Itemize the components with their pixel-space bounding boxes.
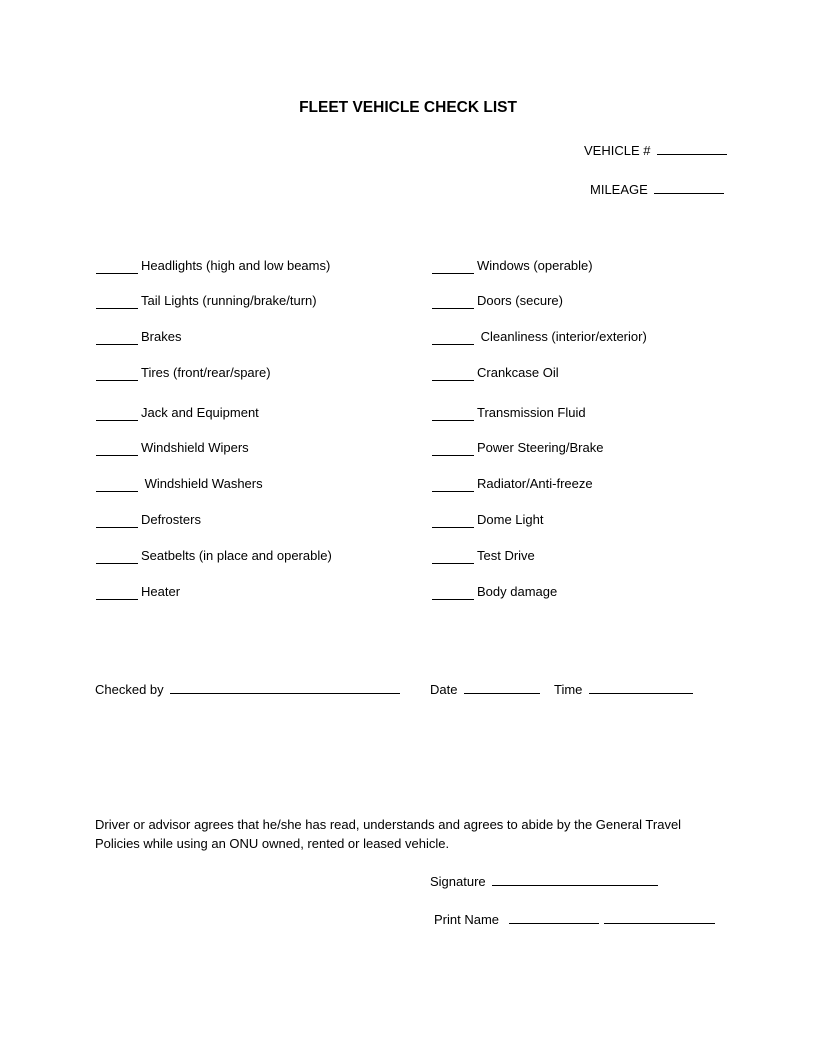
check-blank[interactable] (432, 368, 474, 381)
checklist-item-label: Windshield Washers (141, 476, 263, 491)
check-blank[interactable] (432, 551, 474, 564)
checklist-item-right (432, 405, 586, 421)
checklist-item-label: Transmission Fluid (477, 405, 586, 420)
checklist-item-label: Tires (front/rear/spare) (141, 365, 271, 380)
last-name-blank[interactable] (604, 911, 715, 924)
checklist-item-right (432, 365, 559, 381)
checklist-item-left (96, 512, 201, 528)
check-blank[interactable] (432, 479, 474, 492)
checklist-item-left (96, 584, 180, 600)
date-field (430, 681, 540, 698)
vehicle-number-blank[interactable] (657, 142, 727, 155)
print-name-field (434, 911, 715, 928)
agreement-text: Driver or advisor agrees that he/she has read, understands and agrees to abide by the General Travel Policies while using an ONU owned, rented or leased vehicle. (95, 817, 682, 851)
mileage-field (590, 181, 724, 198)
checked-by-blank[interactable] (170, 681, 400, 694)
checklist-item-label: Power Steering/Brake (477, 440, 604, 455)
check-blank[interactable] (96, 479, 138, 492)
checklist-item-right (432, 293, 563, 309)
check-blank[interactable] (96, 408, 138, 421)
checklist-item-right (432, 548, 535, 564)
check-blank[interactable] (432, 443, 474, 456)
signature-field (430, 873, 658, 890)
checklist-item-label: Defrosters (141, 512, 201, 527)
checked-by-field (95, 681, 400, 698)
signature-label: Signature (430, 874, 486, 889)
first-name-blank[interactable] (509, 911, 599, 924)
checklist-item-label: Jack and Equipment (141, 405, 259, 420)
time-field (554, 681, 693, 698)
checklist-item-right (432, 584, 557, 600)
time-blank[interactable] (589, 681, 693, 694)
check-blank[interactable] (432, 587, 474, 600)
checklist-item-label: Test Drive (477, 548, 535, 563)
check-blank[interactable] (96, 551, 138, 564)
checklist-item-left (96, 548, 332, 564)
checklist-item-left (96, 293, 317, 309)
page-title: FLEET VEHICLE CHECK LIST (299, 99, 517, 116)
checklist-item-left (96, 329, 181, 345)
print-name-label: Print Name (434, 912, 500, 927)
check-blank[interactable] (96, 443, 138, 456)
checklist-item-label: Cleanliness (interior/exterior) (477, 329, 647, 344)
check-blank[interactable] (432, 408, 474, 421)
check-blank[interactable] (96, 587, 138, 600)
time-label: Time (554, 682, 583, 697)
date-blank[interactable] (464, 681, 540, 694)
checklist-item-label: Dome Light (477, 512, 544, 527)
checklist-item-label: Doors (secure) (477, 293, 563, 308)
checklist-item-right (432, 440, 603, 456)
vehicle-number-field (584, 142, 727, 159)
signature-blank[interactable] (492, 873, 658, 886)
date-label: Date (430, 682, 458, 697)
checklist-item-right (432, 258, 593, 274)
checklist-item-label: Windshield Wipers (141, 440, 249, 455)
checklist-item-left (96, 258, 330, 274)
check-blank[interactable] (96, 296, 138, 309)
checked-by-label: Checked by (95, 682, 164, 697)
checklist-item-left (96, 405, 259, 421)
mileage-label: MILEAGE (590, 182, 648, 197)
checklist-item-label: Headlights (high and low beams) (141, 258, 331, 273)
checklist-item-label: Tail Lights (running/brake/turn) (141, 293, 317, 308)
checklist-item-label: Body damage (477, 584, 558, 599)
check-blank[interactable] (96, 261, 138, 274)
checklist-item-left (96, 476, 263, 492)
checklist-item-right (432, 476, 593, 492)
check-blank[interactable] (96, 368, 138, 381)
checklist-item-right (432, 329, 647, 345)
checklist-item-label: Crankcase Oil (477, 365, 559, 380)
checklist-item-label: Brakes (141, 329, 182, 344)
check-blank[interactable] (432, 332, 474, 345)
mileage-blank[interactable] (654, 181, 724, 194)
checklist-item-left (96, 365, 271, 381)
checklist-item-right (432, 512, 543, 528)
check-blank[interactable] (96, 332, 138, 345)
checklist-item-label: Radiator/Anti-freeze (477, 476, 593, 491)
check-blank[interactable] (432, 296, 474, 309)
checklist-item-left (96, 440, 249, 456)
check-blank[interactable] (432, 515, 474, 528)
checklist-item-label: Windows (operable) (477, 258, 593, 273)
vehicle-number-label: VEHICLE # (584, 143, 651, 158)
checklist-item-label: Seatbelts (in place and operable) (141, 548, 332, 563)
checklist-item-label: Heater (141, 584, 181, 599)
check-blank[interactable] (432, 261, 474, 274)
check-blank[interactable] (96, 515, 138, 528)
